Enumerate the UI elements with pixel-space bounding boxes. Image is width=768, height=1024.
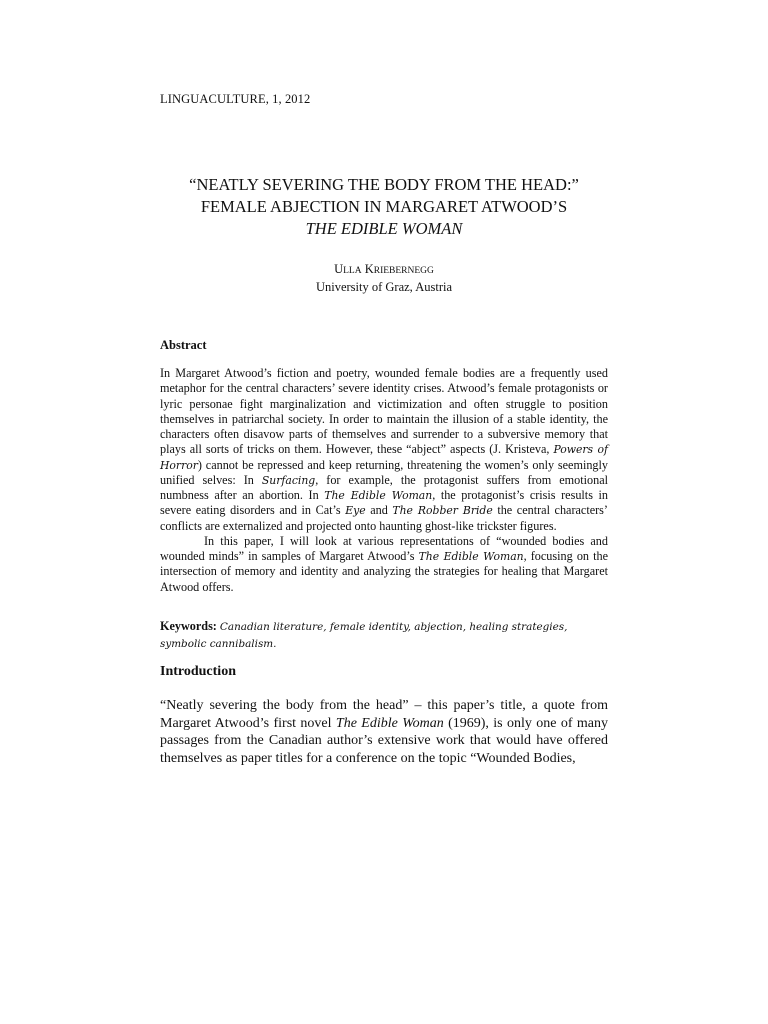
abstract-heading: Abstract bbox=[160, 338, 207, 352]
abstract-paragraph-2: In this paper, I will look at various representations of “wounded bodies and wounded minds” in samples of Margaret Atwood’s The Edible Woman, focusing on the intersection of memory and identity and analyzing the strategies for healing that Margaret Atwood offers. bbox=[160, 533, 608, 594]
introduction-heading: Introduction bbox=[160, 664, 236, 679]
work-title: The Edible Woman bbox=[335, 715, 444, 731]
author-block bbox=[160, 261, 608, 295]
title-line-3: THE EDIBLE WOMAN bbox=[305, 219, 463, 238]
work-title: Eye bbox=[345, 504, 366, 518]
work-title: The Edible Woman bbox=[324, 489, 433, 502]
work-title: The Edible Woman bbox=[418, 550, 524, 563]
abstract-body bbox=[160, 366, 608, 595]
running-header: LINGUACULTURE, 1, 2012 bbox=[160, 92, 311, 106]
keywords-value: Canadian literature, female identity, abjection, healing strategies, symbolic cannibalism. bbox=[160, 621, 568, 650]
introduction-body bbox=[160, 697, 608, 767]
work-title: The Robber Bride bbox=[392, 504, 493, 518]
work-title: Powers of Horror bbox=[160, 443, 608, 472]
paper-title bbox=[160, 174, 608, 240]
title-line-2: FEMALE ABJECTION IN MARGARET ATWOOD’S bbox=[200, 197, 568, 216]
introduction-paragraph: “Neatly severing the body from the head” – this paper’s title, a quote from Margaret Atwood’s first novel The Edible Woman (1969), is only one of many passages from the Canadian author’s extensive work that would have offered themselves as paper titles for a conference on the topic “Wounded Bodies, bbox=[160, 698, 609, 766]
work-title: Surfacing bbox=[261, 473, 316, 487]
author-affiliation: University of Graz, Austria bbox=[315, 280, 453, 294]
author-name: ULLA KRIEBERNEGG bbox=[334, 262, 434, 276]
title-line-1: “NEATLY SEVERING THE BODY FROM THE HEAD:” bbox=[189, 175, 579, 194]
keywords bbox=[160, 619, 608, 652]
keywords-label: Keywords: bbox=[160, 619, 217, 633]
abstract-paragraph-1: In Margaret Atwood’s fiction and poetry, wounded female bodies are a frequently used metaphor for the central characters’ severe identity crises. Atwood’s female protagonists or lyric personae fight marginalization and victimization and often struggle to position themselves in patriarchal society. In order to maintain the illusion of a stable identity, the characters often disavow parts of themselves and surrender to a subversive memory that plays all sorts of tricks on them. However, these “abject” aspects (J. Kristeva, Powers of Horror) cannot be repressed and keep returning, threatening the women’s only seemingly unified selves: In Surfacing, for example, the protagonist suffers from emotional numbness after an abortion. In The Edible Woman, the protagonist’s crisis results in severe eating disorders and in Cat’s Eye and The Robber Bride the central characters’ conflicts are externalized and projected onto haunting ghost-like trickster figures. bbox=[160, 366, 608, 533]
